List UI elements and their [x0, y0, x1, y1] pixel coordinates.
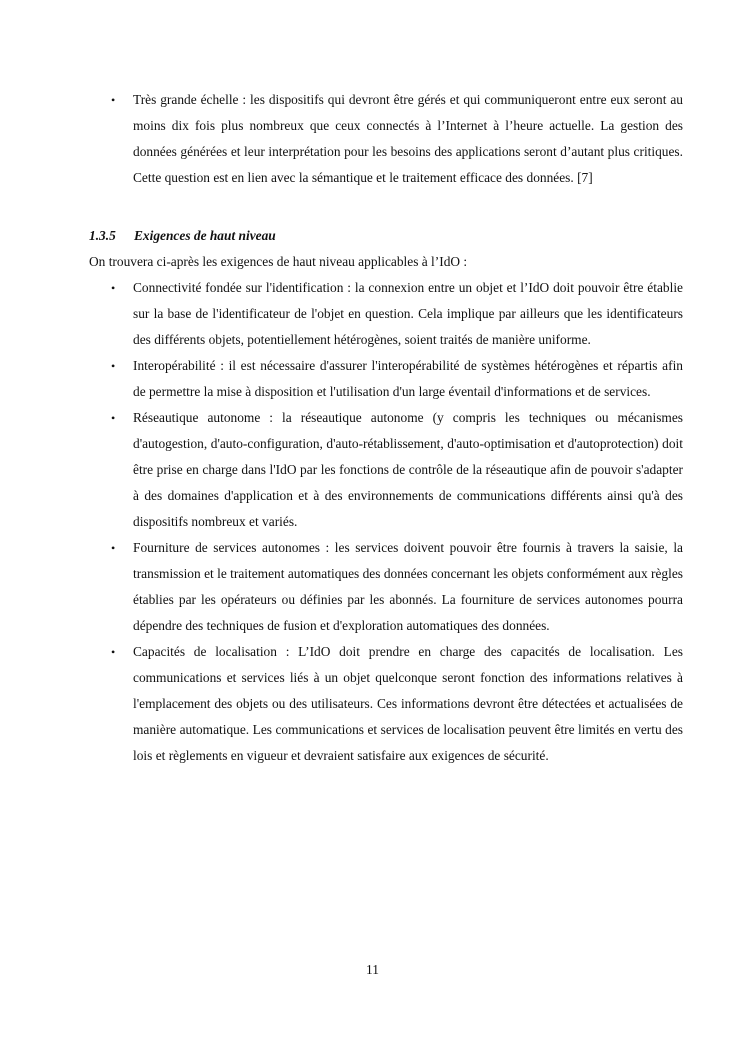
bullet-text: Capacités de localisation : L’IdO doit prendre en charge des capacités de localisation. Les communications et services liés à un objet quelconque seront fonction des informations relatives à l'emplacement des objets ou des utilisateurs. Ces informations devront être détectées et actualisées de manière automatique. Les communications et services de localisation peuvent être limités en vertu des lois et règlements en vigueur et devraient satisfaire aux exigences de sécurité.: [133, 644, 683, 763]
list-item: [89, 535, 683, 639]
bullet-text: Réseautique autonome : la réseautique autonome (y compris les techniques ou mécanismes d'autogestion, d'auto-configuration, d'auto-rétablissement, d'auto-optimisation et d'autoprotection) doit être prise en charge dans l'IdO par les fonctions de contrôle de la réseautique afin de pouvoir s'adapter à des domaines d'application et à des environnements de communications différents ainsi qu'à des dispositifs nombreux et variés.: [133, 410, 683, 529]
bullet-text: Connectivité fondée sur l'identification : la connexion entre un objet et l’IdO doit pouvoir être établie sur la base de l'identificateur de l'objet en question. Cela implique par ailleurs que les identificateurs des différents objets, potentiellement hétérogènes, soient traités de manière uniforme.: [133, 280, 683, 347]
page-content: [89, 87, 683, 769]
bullet-icon: •: [111, 93, 116, 107]
page-number: 11: [366, 962, 379, 977]
bullet-text: Interopérabilité : il est nécessaire d'assurer l'interopérabilité de systèmes hétérogènes et répartis afin de permettre la mise à disposition et l'utilisation d'un large éventail d'informations et de services.: [133, 358, 683, 399]
list-item: [89, 275, 683, 353]
section-title: Exigences de haut niveau: [134, 228, 276, 243]
bullet-icon: •: [111, 645, 116, 659]
bullet-icon: •: [111, 411, 116, 425]
section-heading: [89, 223, 683, 249]
list-item: [89, 353, 683, 405]
requirements-list: [89, 275, 683, 769]
list-item: [89, 405, 683, 535]
list-item: [89, 639, 683, 769]
bullet-text: Fourniture de services autonomes : les services doivent pouvoir être fournis à travers la saisie, la transmission et le traitement automatiques des données concernant les objets conformément aux règles établies par les opérateurs ou définies par les abonnés. La fourniture de services autonomes pourra dépendre des techniques de fusion et d'exploration automatiques des données.: [133, 540, 683, 633]
bullet-icon: •: [111, 541, 116, 555]
bullet-text: Très grande échelle : les dispositifs qui devront être gérés et qui communiqueront entre eux seront au moins dix fois plus nombreux que ceux connectés à l’Internet à l’heure actuelle. La gestion des données générées et leur interprétation pour les besoins des applications seront d’autant plus critiques. Cette question est en lien avec la sémantique et le traitement efficace des données. [7]: [133, 92, 683, 185]
list-item: [89, 87, 683, 191]
bullet-icon: •: [111, 281, 116, 295]
section-intro: On trouvera ci-après les exigences de haut niveau applicables à l’IdO :: [89, 254, 468, 269]
section-number: 1.3.5: [89, 228, 116, 243]
bullet-icon: •: [111, 359, 116, 373]
scale-bullet-list: [89, 87, 683, 191]
